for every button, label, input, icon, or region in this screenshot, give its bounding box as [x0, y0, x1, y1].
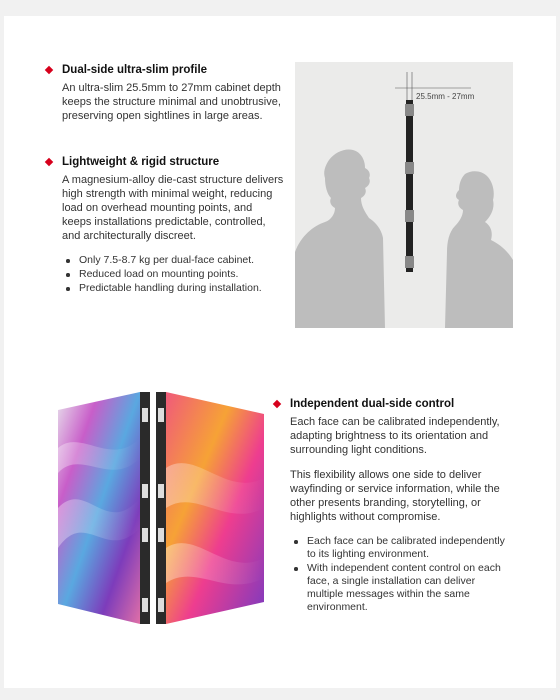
section-body: An ultra-slim 25.5mm to 27mm cabinet depth keeps the structure minimal and unobtrusive, preserving open sightlines in large areas. — [62, 82, 281, 122]
section-dual-side-control — [272, 398, 512, 615]
silhouette-illustration — [295, 62, 513, 328]
dual-panel-image — [56, 388, 266, 634]
bullet-list — [44, 254, 284, 295]
brochure-page — [4, 16, 556, 688]
heading-text: Dual-side ultra-slim profile — [62, 64, 208, 76]
heading-text: Lightweight & rigid structure — [62, 156, 220, 168]
diamond-bullet-icon — [45, 158, 53, 166]
dimension-label: 25.5mm - 27mm — [416, 92, 475, 101]
section-body: Each face can be calibrated independently, adapting brightness to its orientation and surrounding light conditions. — [290, 416, 500, 456]
section-slim-profile — [44, 64, 284, 134]
bullet-list — [272, 535, 512, 614]
section-body: A magnesium-alloy die-cast structure delivers high strength with minimal weight, reducing load on overhead mounting points, and keeps installations predictable, controlled, and architecturally discreet. — [62, 174, 284, 242]
section-heading — [272, 398, 512, 410]
silhouette-figure — [295, 62, 513, 328]
section-heading — [44, 64, 284, 76]
list-item: Predictable handling during installation. — [62, 282, 284, 295]
diamond-bullet-icon — [45, 66, 53, 74]
section-heading — [44, 156, 284, 168]
list-item: Reduced load on mounting points. — [62, 268, 284, 281]
list-item: Each face can be calibrated independently to its lighting environment. — [290, 535, 512, 561]
section-lightweight-structure — [44, 156, 284, 296]
section-body: This flexibility allows one side to deliver wayfinding or service information, while the other presents branding, storytelling, or highlights without compromise. — [290, 469, 500, 523]
heading-text: Independent dual-side control — [290, 398, 455, 410]
list-item: With independent content control on each face, a single installation can deliver multiple messages within the same environment. — [290, 562, 512, 614]
diamond-bullet-icon — [273, 400, 281, 408]
list-item: Only 7.5-8.7 kg per dual-face cabinet. — [62, 254, 284, 267]
led-panel-illustration — [56, 388, 266, 634]
